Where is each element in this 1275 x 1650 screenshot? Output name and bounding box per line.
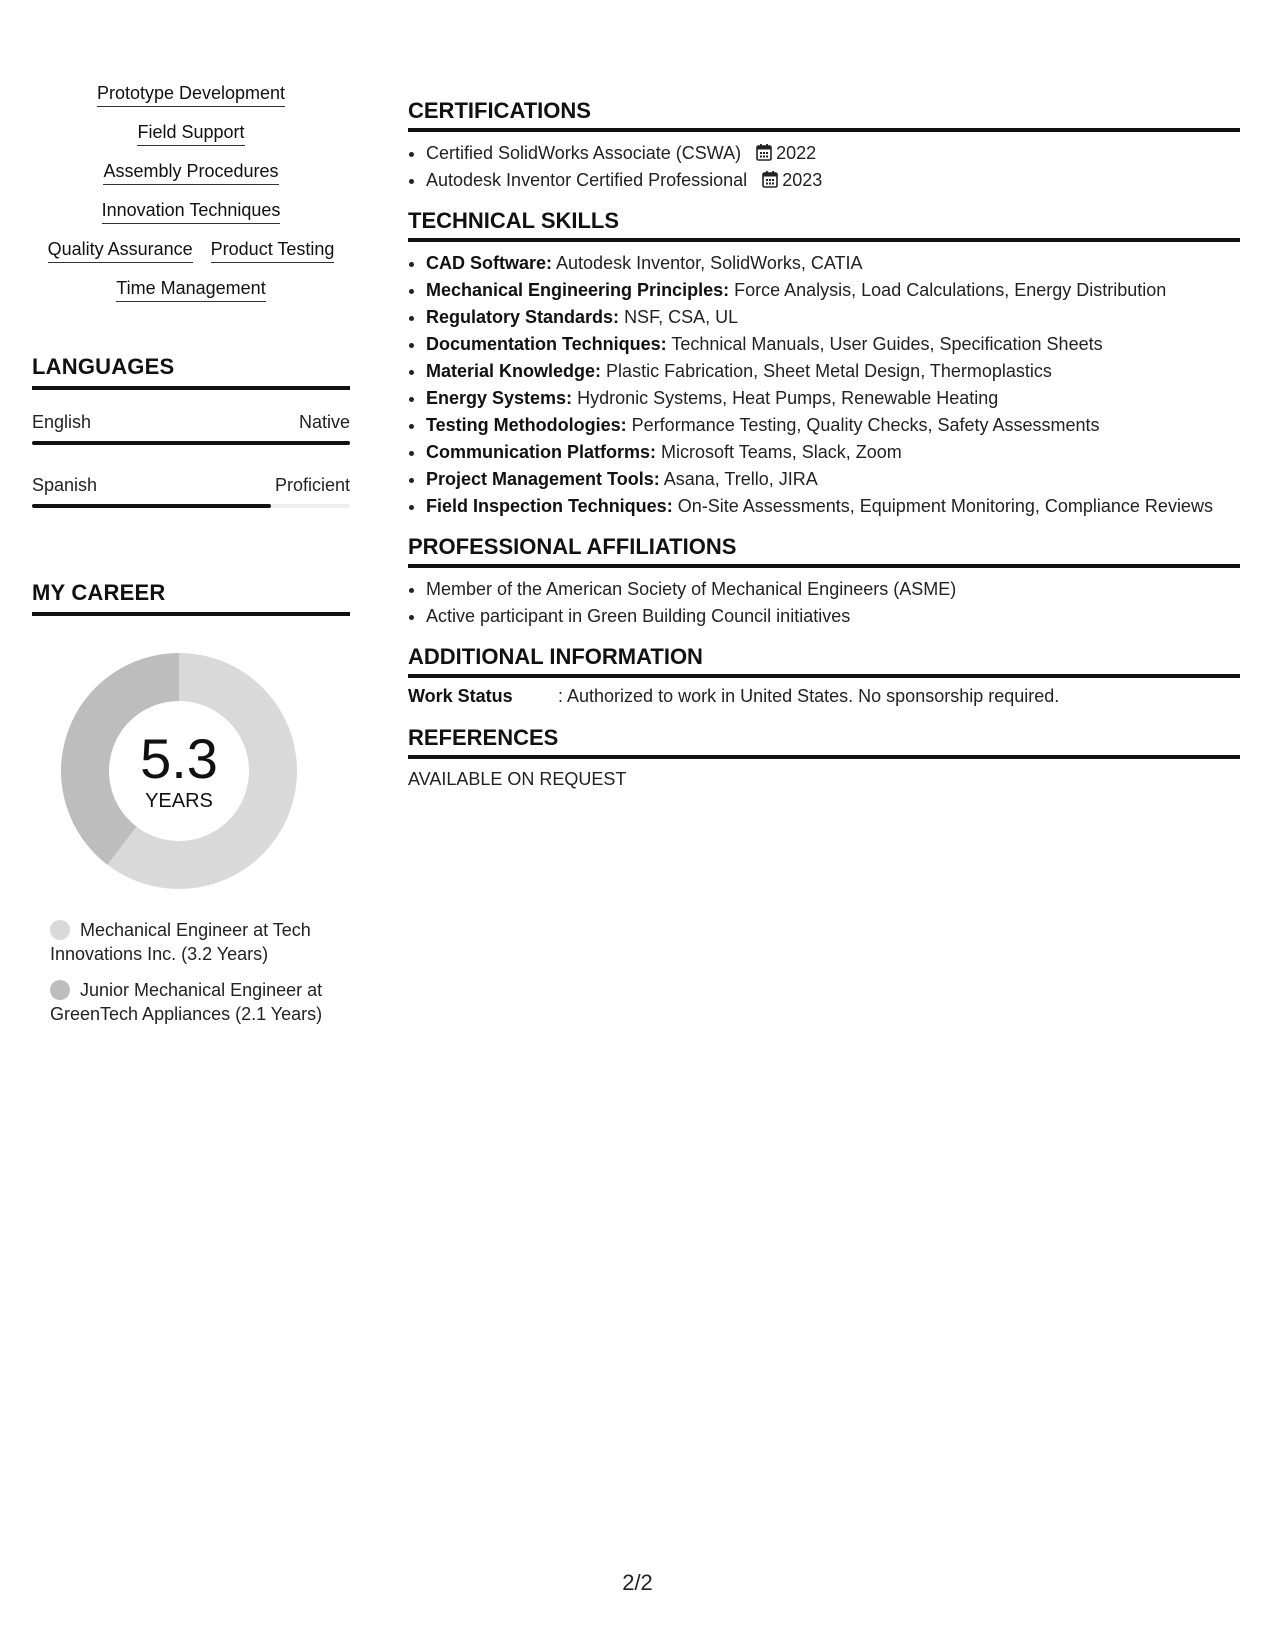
skill-label: CAD Software: (426, 253, 553, 273)
skill-label: Mechanical Engineering Principles: (426, 280, 730, 300)
skill-tag: Innovation Techniques (102, 199, 281, 224)
language-bar-fill (32, 504, 271, 508)
skill-item (426, 304, 1240, 331)
skill-label: Energy Systems: (426, 388, 573, 408)
career-legend (50, 918, 330, 1026)
certification-name: Autodesk Inventor Certified Professional (426, 170, 748, 190)
affiliation-item: • Member of the American Society of Mechanical Engineers (ASME) (426, 576, 1240, 603)
certification-year: 2022 (776, 143, 817, 163)
references-text: AVAILABLE ON REQUEST (408, 769, 627, 789)
language-level: Proficient (274, 475, 350, 495)
language-spanish (32, 475, 350, 508)
skill-label: Communication Platforms: (426, 442, 657, 462)
skill-text: Autodesk Inventor, SolidWorks, CATIA (556, 253, 863, 273)
career-heading: MY CAREER (32, 580, 350, 616)
skill-tag: Prototype Development (97, 82, 285, 107)
skill-label: Field Inspection Techniques: (426, 496, 673, 516)
skill-text: Force Analysis, Load Calculations, Energy Distribution (734, 280, 1167, 300)
skill-tag: Product Testing (211, 238, 335, 263)
certification-item (426, 167, 1240, 194)
skill-item (426, 331, 1240, 358)
additional-info-heading: ADDITIONAL INFORMATION (408, 644, 1240, 678)
technical-skills-section (408, 208, 1240, 520)
page-number: 2/2 (622, 1570, 653, 1595)
skill-item (426, 277, 1240, 304)
language-bar (32, 441, 350, 445)
skill-text: NSF, CSA, UL (624, 307, 739, 327)
calendar-icon (756, 143, 772, 161)
skill-item (426, 358, 1240, 385)
skill-text: Asana, Trello, JIRA (663, 469, 818, 489)
additional-info-section (408, 644, 1240, 707)
languages-section (32, 354, 350, 508)
language-bar (32, 504, 350, 508)
certifications-section (408, 98, 1240, 194)
languages-heading: LANGUAGES (32, 354, 350, 390)
skill-text: Performance Testing, Quality Checks, Safety Assessments (631, 415, 1100, 435)
career-total: 5.3 (140, 726, 218, 790)
language-name: Spanish (32, 475, 98, 495)
career-donut-chart (54, 646, 304, 896)
language-name: English (32, 412, 92, 432)
skill-label: Testing Methodologies: (426, 415, 627, 435)
skill-text: On-Site Assessments, Equipment Monitoring, Compliance Reviews (677, 496, 1213, 516)
skill-label: Project Management Tools: (426, 469, 660, 489)
legend-item (50, 918, 330, 966)
skill-text: Microsoft Teams, Slack, Zoom (661, 442, 902, 462)
skill-text: Plastic Fabrication, Sheet Metal Design, Thermoplastics (606, 361, 1052, 381)
affiliation-item: • Active participant in Green Building Council initiatives (426, 603, 1240, 630)
skill-label: Documentation Techniques: (426, 334, 667, 354)
affiliations-heading: PROFESSIONAL AFFILIATIONS (408, 534, 1240, 568)
skill-text: Technical Manuals, User Guides, Specification Sheets (671, 334, 1103, 354)
work-status-label: Work Status (408, 686, 513, 706)
technical-skills-heading: TECHNICAL SKILLS (408, 208, 1240, 242)
skill-item (426, 385, 1240, 412)
skill-label: Regulatory Standards: (426, 307, 620, 327)
skill-label: Material Knowledge: (426, 361, 602, 381)
skill-text: Hydronic Systems, Heat Pumps, Renewable Heating (577, 388, 999, 408)
certifications-heading: CERTIFICATIONS (408, 98, 1240, 132)
work-status-value: : Authorized to work in United States. No sponsorship required. (558, 686, 1060, 706)
skill-item (426, 439, 1240, 466)
language-english (32, 412, 350, 445)
language-bar-fill (32, 441, 350, 445)
skill-item (426, 493, 1240, 520)
calendar-icon (762, 170, 778, 188)
certification-year: 2023 (782, 170, 823, 190)
skill-item (426, 412, 1240, 439)
skill-tags (32, 82, 350, 302)
career-unit: YEARS (145, 789, 213, 812)
references-heading: REFERENCES (408, 725, 1240, 759)
language-level: Native (298, 412, 350, 432)
skill-item (426, 250, 1240, 277)
skill-tag: Assembly Procedures (103, 160, 278, 185)
skill-tag: Quality Assurance (48, 238, 193, 263)
certification-item (426, 140, 1240, 167)
right-column (408, 98, 1240, 790)
legend-label: Mechanical Engineer at Tech Innovations Inc. (3.2 Years) (50, 920, 311, 964)
skill-item (426, 466, 1240, 493)
left-column (32, 82, 350, 1038)
affiliations-section (408, 534, 1240, 630)
work-status-row (408, 686, 1240, 707)
legend-label: Junior Mechanical Engineer at GreenTech Appliances (2.1 Years) (50, 980, 323, 1024)
legend-dot-icon (50, 980, 70, 1000)
legend-item (50, 978, 330, 1026)
skill-tag: Time Management (116, 277, 265, 302)
skill-tag: Field Support (137, 121, 244, 146)
legend-dot-icon (50, 920, 70, 940)
references-section (408, 725, 1240, 790)
certification-name: Certified SolidWorks Associate (CSWA) (426, 143, 742, 163)
career-section (32, 580, 350, 1026)
